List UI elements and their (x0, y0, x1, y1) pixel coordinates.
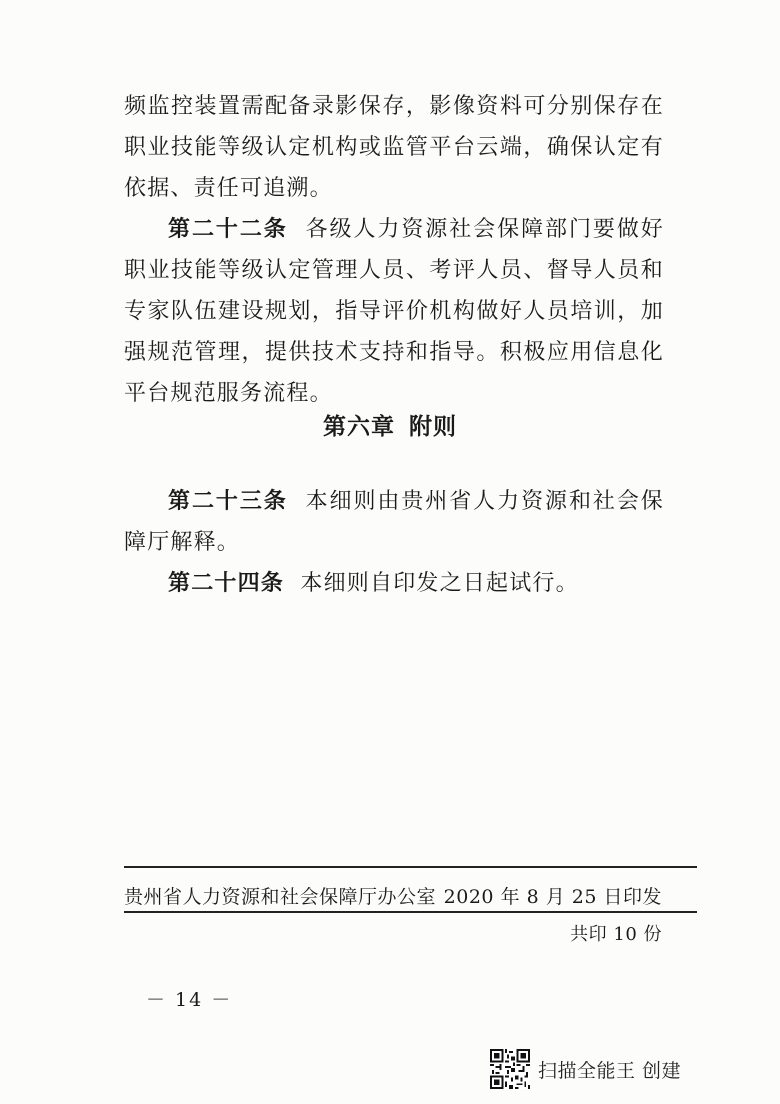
article-text: 各级人力资源社会保障部门要做好职业技能等级认定管理人员、考评人员、督导人员和专家队伍建设规划，指导评价机构做好人员培训，加强规范管理，提供技术支持和指导。积极应用信息化平台规范服务流程。 (124, 217, 664, 406)
footer-issuer: 贵州省人力资源和社会保障厅办公室 (124, 886, 437, 908)
footer-top-rule (124, 866, 697, 868)
chapter-heading (0, 408, 780, 441)
article-23 (124, 481, 664, 563)
footer-issue-date: 2020 年 8 月 25 日印发 (443, 886, 662, 908)
page-number: － 14 － (146, 989, 233, 1011)
article-heading: 第二十二条 (168, 217, 288, 242)
article-heading: 第二十三条 (168, 489, 288, 514)
chapter-title: 附则 (409, 414, 457, 440)
article-heading: 第二十四条 (168, 571, 285, 596)
chapter-number: 第六章 (323, 414, 395, 440)
article-24 (124, 563, 664, 604)
watermark-text: 扫描全能王 创建 (538, 1059, 682, 1082)
article-text: 本细则自印发之日起试行。 (300, 571, 579, 596)
paragraph-text: 频监控装置需配备录影保存，影像资料可分别保存在职业技能等级认定机构或监管平台云端，确保认定有依据、责任可追溯。 (124, 94, 664, 201)
footer-copies: 共印 10 份 (570, 924, 662, 945)
paragraph-continuation (124, 86, 664, 209)
scanner-watermark (490, 1048, 681, 1090)
article-22 (124, 209, 664, 414)
article-text: 本细则由贵州省人力资源和社会保障厅解释。 (124, 489, 664, 555)
footer-bottom-rule (124, 911, 697, 913)
qr-code-icon (490, 1049, 530, 1089)
